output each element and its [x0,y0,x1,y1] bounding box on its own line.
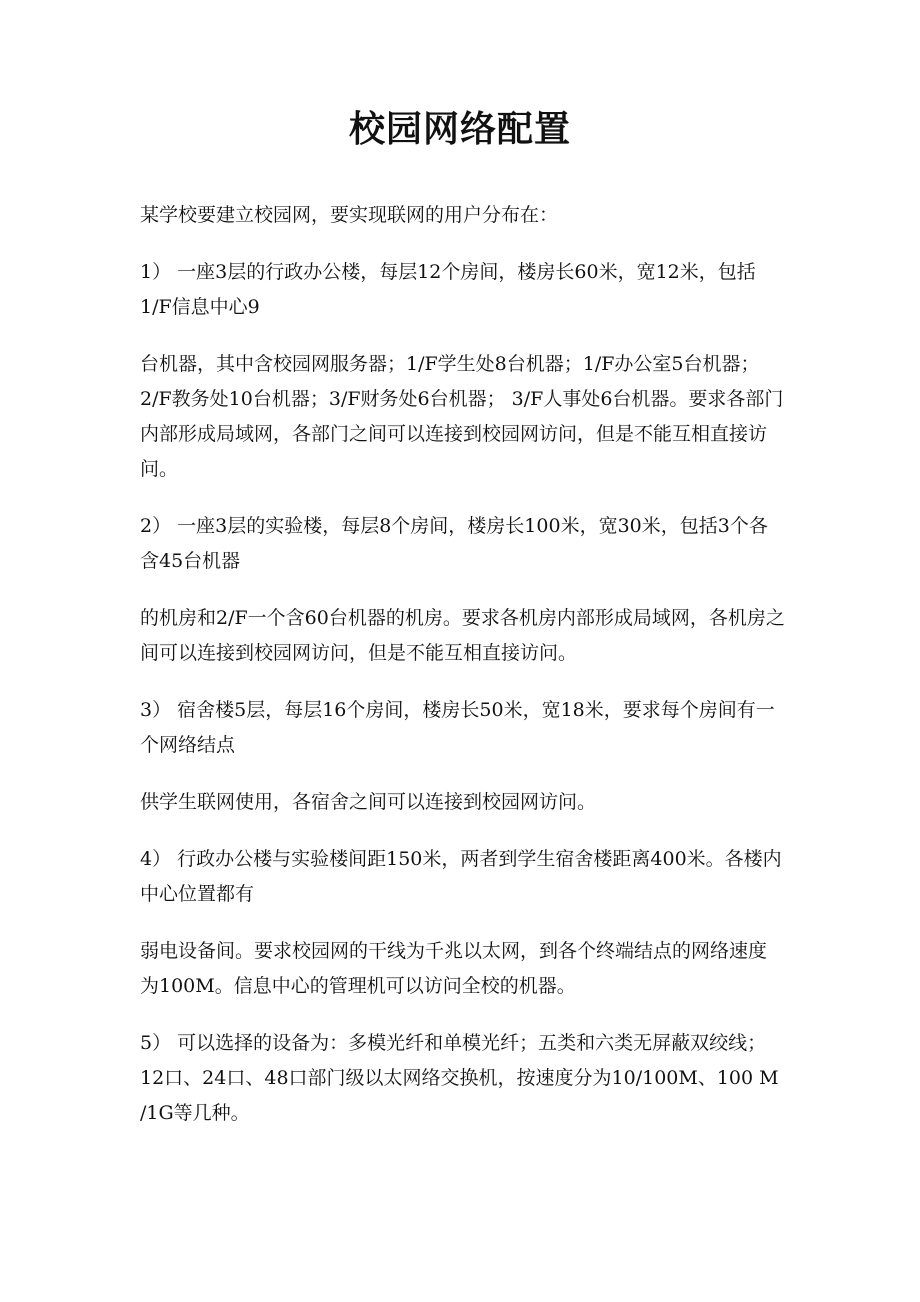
intro-paragraph: 某学校要建立校园网，要实现联网的用户分布在： [140,204,559,226]
item-2-paragraph: 2） 一座3层的实验楼，每层8个房间，楼房长100米，宽30米，包括3个各含45台机器 [140,515,768,572]
item-4-continuation-paragraph: 弱电设备间。要求校园网的干线为千兆以太网，到各个终端结点的网络速度为100M。信息中心的管理机可以访问全校的机器。 [140,940,768,997]
item-3-paragraph: 3） 宿舍楼5层，每层16个房间，楼房长50米，宽18米，要求每个房间有一个网络结点 [140,699,775,756]
item-2-continuation-paragraph: 的机房和2/F一个含60台机器的机房。要求各机房内部形成局域网，各机房之间可以连接到校园网访问，但是不能互相直接访问。 [140,607,785,664]
item-1-continuation-paragraph: 台机器，其中含校园网服务器；1/F学生处8台机器；1/F办公室5台机器； 2/F教务处10台机器；3/F财务处6台机器； 3/F人事处6台机器。要求各部门内部形成局域网，各部门之间可以连接到校园网访问，但是不能互相直接访问。 [140,353,784,480]
item-1-paragraph: 1） 一座3层的行政办公楼，每层12个房间，楼房长60米，宽12米，包括1/F信息中心9 [140,261,756,318]
document-title: 校园网络配置 [348,108,571,150]
document-body [140,198,785,1153]
item-3-continuation-paragraph: 供学生联网使用，各宿舍之间可以连接到校园网访问。 [140,791,597,813]
item-4-paragraph: 4） 行政办公楼与实验楼间距150米，两者到学生宿舍楼距离400米。各楼内中心位置都有 [140,848,782,905]
item-5-paragraph: 5） 可以选择的设备为：多模光纤和单模光纤；五类和六类无屏蔽双绞线；12口、24口、48口部门级以太网络交换机，按速度分为10/100M、100 M /1G等几种。 [140,1032,779,1124]
